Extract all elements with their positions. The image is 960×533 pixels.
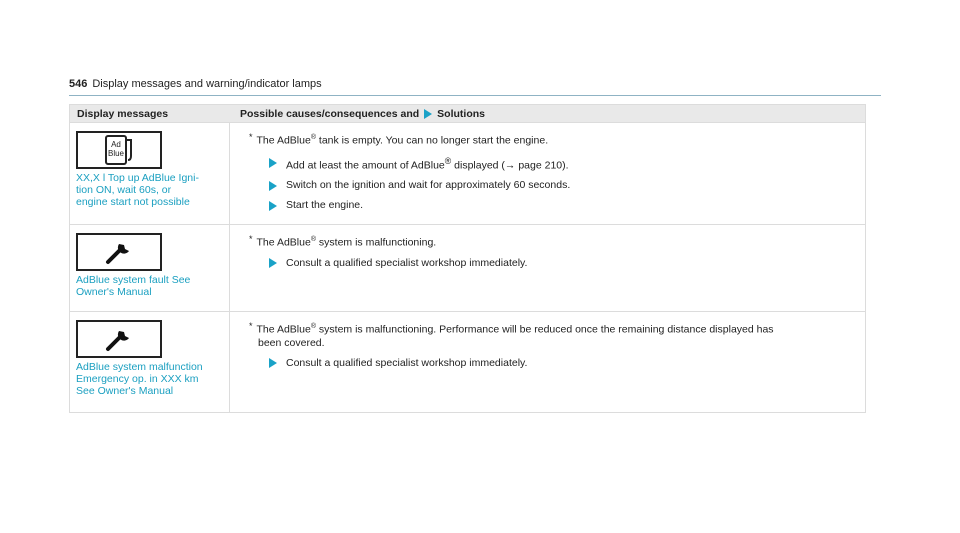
table-row (70, 311, 865, 412)
solution-step: Start the engine. (269, 199, 865, 212)
wrench-icon (76, 233, 162, 271)
arrow-icon (269, 158, 277, 168)
solution-step: Switch on the ignition and wait for approximately 60 seconds. (269, 179, 865, 192)
display-message: XX,X l Top up AdBlue Igni- tion ON, wait 60s, or engine start not possible (76, 172, 199, 208)
adblue-tank-icon (76, 131, 162, 169)
display-message: AdBlue system malfunction Emergency op. in XXX km See Owner's Manual (76, 361, 203, 397)
cause-text: * The AdBlue® system is malfunctioning. (249, 234, 437, 249)
solution-step: Consult a qualified specialist workshop immediately. (269, 257, 865, 270)
solution-step: Add at least the amount of AdBlue® displayed (→ page 210). (269, 155, 865, 173)
wrench-icon (76, 320, 162, 358)
arrow-icon (424, 109, 432, 119)
solution-cell (230, 123, 865, 224)
arrow-icon (269, 358, 277, 368)
icon-label-ad: Ad (111, 140, 121, 149)
cause-text: * The AdBlue® system is malfunctioning. Performance will be reduced once the remaining distance displayed has been covered. (249, 321, 774, 349)
table-header (70, 105, 865, 122)
table-row (70, 224, 865, 311)
message-cell (70, 225, 230, 311)
table-row (70, 122, 865, 224)
column-header-prefix: Possible causes/consequences and (240, 107, 420, 120)
cause-text: * The AdBlue® tank is empty. You can no longer start the engine. (249, 132, 549, 147)
page-number: 546 (69, 78, 88, 90)
column-header-solutions (231, 108, 485, 120)
arrow-icon (269, 201, 277, 211)
column-header-display-messages: Display messages (77, 107, 169, 120)
solution-cell (230, 312, 865, 412)
arrow-icon (269, 258, 277, 268)
display-messages-table (69, 104, 866, 413)
arrow-icon (269, 181, 277, 191)
icon-label-blue: Blue (107, 149, 125, 158)
column-header-suffix: Solutions (437, 107, 486, 120)
message-cell (70, 123, 230, 224)
display-message: AdBlue system fault See Owner's Manual (76, 274, 191, 298)
page-header (69, 77, 881, 96)
page-title: Display messages and warning/indicator lamps (92, 78, 322, 90)
solution-step: Consult a qualified specialist workshop immediately. (269, 357, 865, 370)
solution-cell (230, 225, 865, 311)
message-cell (70, 312, 230, 412)
